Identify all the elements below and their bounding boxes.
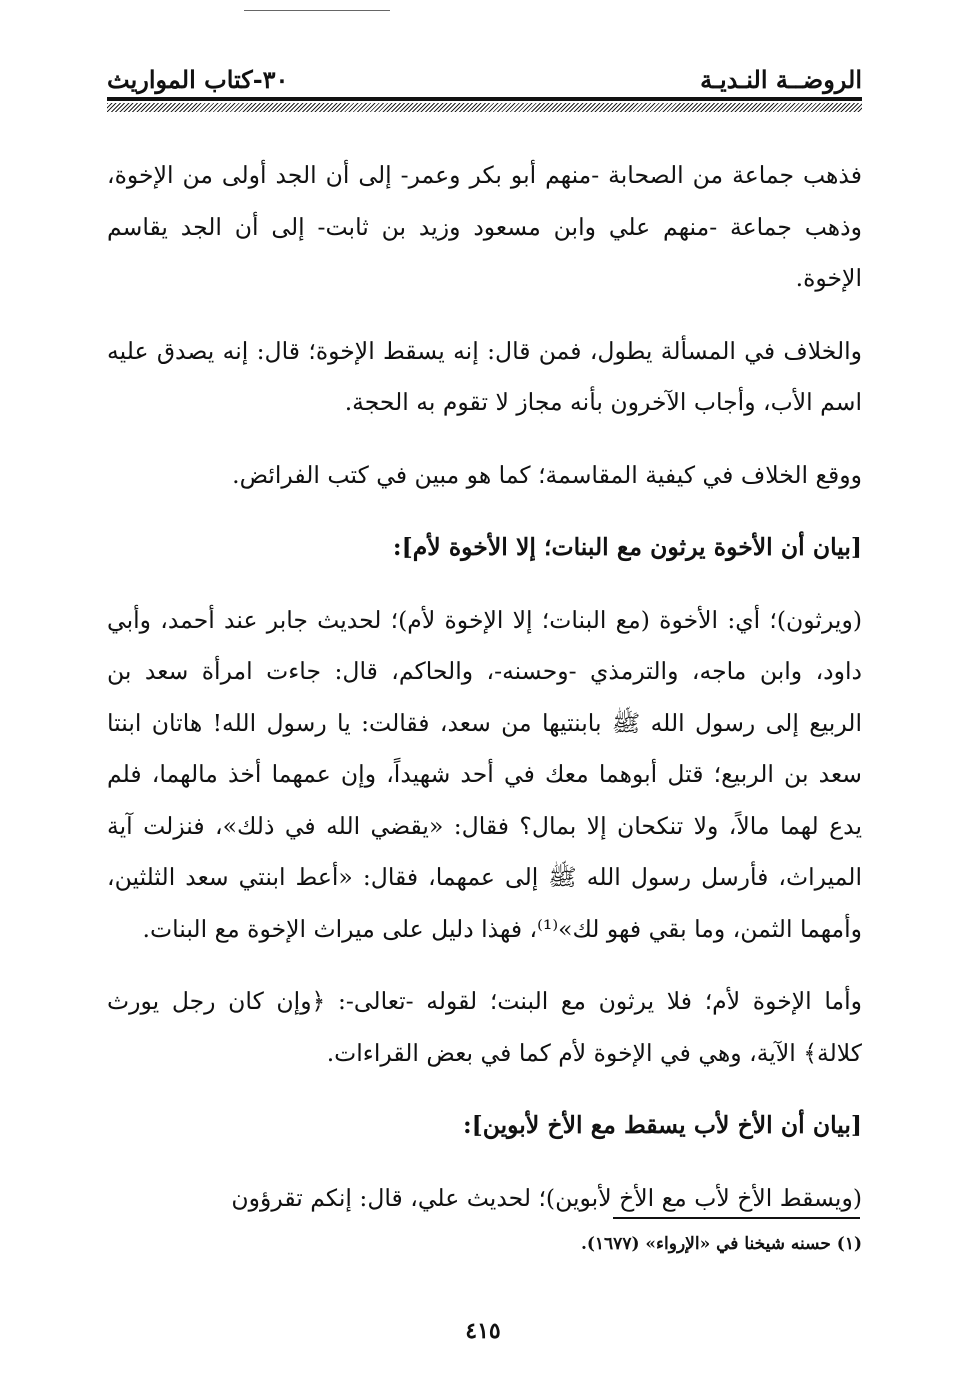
chapter-title: ٣٠-كتاب المواريث	[107, 65, 289, 94]
paragraph: (ويسقط الأخ لأب مع الأخ لأبوين)؛ لحديث علي، قال: إنكم تقرؤون	[231, 1183, 862, 1212]
header-rule	[107, 97, 862, 101]
page-number: ٤١٥	[465, 1318, 501, 1344]
paragraph: (ويرثون)؛ أي: الأخوة (مع البنات؛ إلا الإخوة لأم)؛ لحديث جابر عند أحمد، وأبي داود، وابن ماجه، والترمذي -وحسنه-، والحاكم، قال: جاءت امرأة سعد بن الربيع إلى رسول الله ﷺ بابنتيها من سعد، فقالت: يا رسول الله! هاتان ابنتا سعد بن الربيع؛ قتل أبوهما معك في أحد شهيداً، وإن عمهما أخذ مالهما، فلم يدع لهما مالاً، ولا تنكحان إلا بمال؟ فقال: «يقضي الله في ذلك»، فنزلت آية الميراث، فأرسل رسول الله ﷺ إلى عمهما، فقال: «أعط ابنتي سعد الثلثين، وأمهما الثمن، وما بقي فهو لك»⁽¹⁾، فهذا دليل على ميراث الإخوة مع البنات.	[107, 605, 862, 943]
section-heading: [بيان أن الأخ لأب يسقط مع الأخ لأبوين]:	[462, 1111, 862, 1139]
paragraph: فذهب جماعة من الصحابة -منهم أبو بكر وعمر- إلى أن الجد أولى من الإخوة، وذهب جماعة -منهم علي وابن مسعود وزيد بن ثابت- إلى أن الجد يقاسم الإخوة.	[107, 161, 862, 292]
footnote: (١) حسنه شيخنا في «الإرواء» (١٦٧٧).	[580, 1234, 862, 1254]
paragraph: وأما الإخوة لأم؛ فلا يرثون مع البنت؛ لقوله -تعالى-: ﴿وإن كان رجل يورث كلالة﴾ الآية، وهي في الإخوة لأم كما في بعض القراءات.	[107, 987, 862, 1067]
running-header	[107, 58, 862, 94]
main-text	[107, 150, 862, 1245]
paragraph: والخلاف في المسألة يطول، فمن قال: إنه يسقط الإخوة؛ قال: إنه يصدق عليه اسم الأب، وأجاب الآخرون بأنه مجاز لا تقوم به الحجة.	[107, 336, 862, 416]
book-title: الروضــة النـديـة	[700, 65, 862, 94]
header-hatch-rule	[107, 103, 862, 112]
footnote-separator	[613, 1217, 860, 1219]
section-heading: [بيان أن الأخوة يرثون مع البنات؛ إلا الأخوة لأم]:	[392, 533, 862, 561]
top-rule	[244, 10, 390, 11]
paragraph: ووقع الخلاف في كيفية المقاسمة؛ كما هو مبين في كتب الفرائض.	[232, 460, 862, 489]
